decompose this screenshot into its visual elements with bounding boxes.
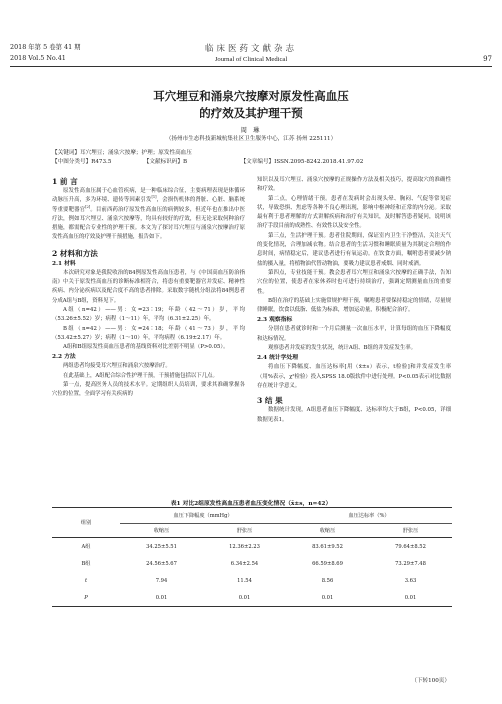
cell: 8.56 (321, 577, 334, 584)
cell-group: A组 (81, 544, 91, 550)
cell: 11.54 (237, 577, 252, 584)
cell: 83.61±9.52 (312, 543, 343, 550)
header-group: 组别 (52, 508, 120, 538)
text: 原发性高血压属于心血管疾病，是一种临床综合征，主要病理表现是体循环动脉压升高，多为环境、遗传等因素引发 (52, 188, 245, 204)
section-heading-results: 3 结 果 (257, 396, 283, 406)
paragraph: B组在治疗的基础上实施常规护理干预，嘱咐患者要保持稳定的情绪，尽量规律睡眠，饮食以低脂、低盐为标准，增加运动量，积极配合治疗。 (257, 297, 451, 314)
journal-name-en: Journal of Clinical Medical (214, 56, 288, 63)
keywords: 【关键词】耳穴埋豆；涌泉穴按摩；护理；原发性高血压 (52, 150, 192, 156)
subsection-heading-materials: 2.1 材料 (52, 260, 76, 267)
continued-note: （下转100页） (411, 678, 450, 684)
paragraph: 知识以及耳穴埋豆、涌泉穴按摩的正规操作方法及相关技巧，提高取穴的准确性和疗效。 (257, 177, 451, 193)
issue-en: 2018 Vol.5 No.41 (10, 54, 66, 62)
document-code: 【文献标识码】B (143, 159, 188, 165)
cell-group: B组 (81, 561, 91, 567)
left-column (52, 176, 245, 400)
paragraph: B组（n=42）——男：女=24∶18；年龄（41～73）岁，平均（53.42±5.27）岁；病程（1～10）年，平均病程（6.19±2.17）年。 (52, 325, 245, 341)
table-row (52, 538, 452, 556)
right-column (257, 176, 451, 425)
author: 周 琳 (240, 126, 262, 134)
subheader-systolic: 收缩压 (120, 524, 203, 538)
paragraph: A组和B组原发性高血压患者的基线资料对比差别不明显（P>0.05）。 (63, 344, 229, 351)
citation: [2] (85, 204, 91, 209)
paragraph: 第三点，生活护理干预。患者住院期间，保证室内卫生干净整洁，关注天气的变化情况，合理加减衣物。结合患者的生活习惯和睡眠质量为其制定合理的作息时间，病情稳定后，建议患者进行有氧运动。在饮食方面，嘱咐患者要减少钠盐的摄入量，将植物油代替动物油，要吸力建议患者戒烟、同时戒酒。 (257, 232, 451, 267)
clc-number: 【中图分类号】R473.5 (52, 159, 112, 165)
table-header-row (52, 508, 452, 524)
section-heading-methods: 2 材料和方法 (52, 248, 98, 258)
cell: 3.63 (404, 577, 417, 584)
article-identifiers (52, 157, 472, 165)
subsection-heading-indicators: 2.3 观察指标 (257, 317, 293, 324)
header-bp-drop: 血压下降幅度（mmHg） (120, 508, 286, 524)
cell: 6.34±2.54 (230, 560, 259, 567)
subheader-diastolic: 舒张压 (369, 524, 452, 538)
paragraph: 第四点，专业技能干预。教会患者耳穴埋豆和涌泉穴按摩的正确手法，告知穴位的位置，使患者在家休养时也可进行持续治疗，强调定期测量血压的重要性。 (257, 269, 451, 295)
issue-info (10, 42, 81, 64)
text: 。目前西药治疗原发性高血压的病例较多，但近年也在推出中医疗法，例如耳穴埋豆、涌泉穴按摩等，均具有较好的疗效，但无论采取何种治疗措施，都需配合专业性的护理干预。本文为了探讨耳穴埋豆与涌泉穴按摩治疗原发性高血压的疗效及护理干预措施，报告如下。 (52, 206, 245, 241)
table-caption: 表1 对比2组原发性高血压患者血压变化情况（x̄±s，n=42） (170, 501, 332, 507)
cell-group: P (52, 589, 120, 607)
paragraph: 数据统计发现，A组患者血压下降幅度、达标率均大于B组，P<0.05，详细数据见表1。 (257, 407, 451, 423)
table-row (52, 589, 452, 607)
cell: 7.94 (155, 577, 168, 584)
table-row (52, 555, 452, 572)
paragraph-intro (52, 187, 245, 243)
issue-cn: 2018 年第 5 卷第 41 期 (10, 43, 81, 51)
journal-name (176, 42, 326, 63)
article-title-line1: 耳穴埋豆和涌泉穴按摩对原发性高血压 (153, 89, 349, 103)
subheader-systolic: 收缩压 (286, 524, 369, 538)
paragraph: 本次研究对象是我院收治的84例原发性高血压患者，与《中国高血压防治指南》中关于原发性高血压的诊断标准相符合，将患有重要靶器官并发症、精神性疾病、内分泌疾病以及配合度不高的患者排除。采取数字随机分组法将84例患者分成A组与B组，资料见下。 (52, 269, 245, 304)
cell: 0.01 (203, 589, 286, 607)
cell: 73.29±7.48 (395, 560, 426, 567)
cell: 0.01 (286, 589, 369, 607)
paragraph: 在此基础上，A组配合综合性护理干预，干预措施包括以下几点。 (63, 372, 218, 379)
subsection-heading-methods: 2.2 方法 (52, 354, 76, 361)
table-row (52, 572, 452, 589)
cell: 0.01 (369, 589, 452, 607)
subheader-diastolic: 舒张压 (203, 524, 286, 538)
article-number: 【文章编号】ISSN.2095-8242.2018.41.97.02 (240, 159, 364, 165)
text: ，会损伤机体的肾脏、心脏、脑系统等重要靶器官 (52, 197, 245, 213)
paragraph: 分别在患者就诊时和一个月后测量一次血压水平，计算每组的血压下降幅度和达标情况。 (257, 326, 451, 342)
article-title-line2: 的疗效及其护理干预 (199, 106, 303, 120)
section-heading-intro: 1 前 言 (52, 177, 78, 186)
results-table (52, 507, 452, 607)
citation: [1] (151, 195, 157, 200)
paragraph: 两组患者均接受耳穴埋豆和涌泉穴按摩治疗。 (63, 363, 171, 370)
cell: 24.56±5.67 (146, 560, 177, 567)
page-number: 97 (483, 55, 492, 63)
paragraph: 第一点，提高医务人员的技术水平。定期组织人员培训，要求其准确掌握各穴位的位置，全面学习有关疾病的 (52, 382, 245, 398)
paragraph: 将血压下降幅度、血压达标率[用（x̄±s）表示，t检验]和并发症发生率（用%表示，χ²检验）投入SPSS 18.0版软件中进行处理。P<0.05表示对比数据存在统计学意义。 (257, 364, 451, 389)
header-rule (10, 66, 492, 67)
paragraph: 第二点，心理情绪干预。患者在发病时会出现头晕、胸闷、气促等常见症状，导致恐惧、焦虑等各种不良心理出现，影响中枢神经和正常的内分泌。采取最有利于患者理解的方式讲解疾病和治疗有关知识，及时解答患者疑问，说明该治疗手段目前的成熟性、有效性以及安全性。 (257, 195, 451, 230)
cell: 66.59±8.69 (312, 560, 343, 567)
cell: 0.01 (120, 589, 203, 607)
affiliation: （扬州市生态科技新城杭集社区卫生服务中心，江苏 扬州 225111） (165, 136, 337, 142)
header-bp-rate: 血压达标率（%） (286, 508, 452, 524)
cell-group: t (84, 577, 88, 584)
paragraph: A组（n=42）——男：女=23∶19；年龄（42～71）岁，平均（53.26±5.52）岁；病程（1～11）年，平均（6.31±2.25）年。 (52, 306, 245, 323)
cell: 79.64±8.52 (395, 543, 426, 550)
cell: 34.25±5.51 (146, 543, 177, 550)
cell: 12.36±2.23 (229, 543, 260, 550)
journal-name-cn: 临床医药文献杂志 (204, 44, 297, 54)
subsection-heading-statistics: 2.4 统计学处理 (257, 355, 299, 362)
paragraph: 观察患者并发症的发生状况，统计A组、B组的并发症发生率。 (268, 345, 417, 352)
